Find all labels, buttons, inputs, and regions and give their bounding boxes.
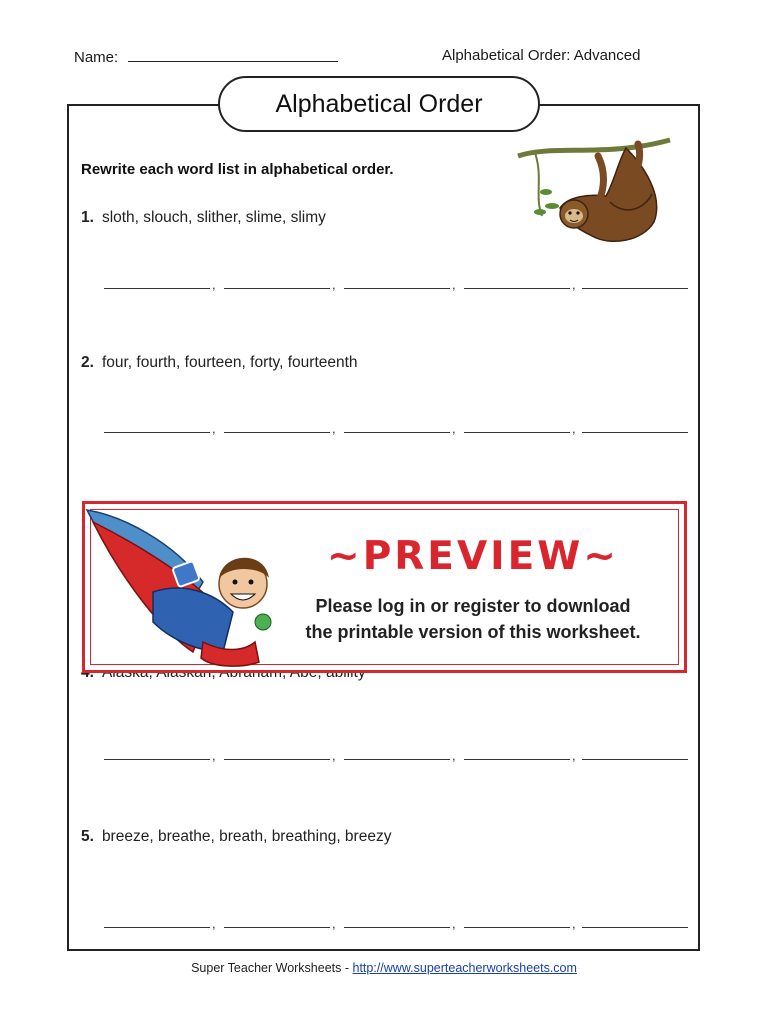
footer [0, 961, 768, 975]
question-number: 5. [81, 828, 94, 845]
question-words: four, fourth, fourteen, forty, fourteenth [101, 354, 358, 371]
answer-row-1: , , , , [104, 275, 690, 289]
answer-blank[interactable] [582, 746, 688, 760]
answer-blank[interactable] [344, 275, 450, 289]
question-words: sloth, slouch, slither, slime, slimy [101, 209, 326, 226]
worksheet-title: Alphabetical Order [218, 76, 540, 132]
answer-blank[interactable] [464, 275, 570, 289]
name-label: Name: [74, 49, 119, 66]
name-blank-line[interactable] [128, 47, 338, 62]
answer-blank[interactable] [224, 914, 330, 928]
footer-link[interactable]: http://www.superteacherworksheets.com [352, 961, 577, 975]
preview-message-line-1: Please log in or register to download [315, 596, 631, 616]
preview-message-line-2: the printable version of this worksheet. [305, 622, 641, 642]
question-5 [81, 828, 391, 846]
answer-blank[interactable] [344, 914, 450, 928]
question-1 [81, 209, 326, 227]
answer-blank[interactable] [464, 746, 570, 760]
answer-blank[interactable] [104, 914, 210, 928]
preview-banner[interactable] [82, 501, 687, 673]
answer-blank[interactable] [224, 746, 330, 760]
answer-blank[interactable] [582, 914, 688, 928]
sloth-illustration [514, 136, 672, 252]
worksheet-level: Alphabetical Order: Advanced [442, 47, 641, 64]
question-2 [81, 354, 358, 372]
answer-blank[interactable] [582, 419, 688, 433]
answer-blank[interactable] [464, 419, 570, 433]
question-number: 1. [81, 209, 94, 226]
question-words: breeze, breathe, breath, breathing, breezy [101, 828, 392, 845]
answer-blank[interactable] [224, 419, 330, 433]
instructions: Rewrite each word list in alphabetical order. [81, 161, 394, 178]
answer-blank[interactable] [224, 275, 330, 289]
answer-blank[interactable] [582, 275, 688, 289]
footer-site-name: Super Teacher Worksheets - [191, 961, 353, 975]
answer-blank[interactable] [104, 746, 210, 760]
answer-blank[interactable] [464, 914, 570, 928]
answer-row-5: , , , , [104, 914, 690, 928]
answer-row-4: , , , , [104, 746, 690, 760]
answer-blank[interactable] [104, 275, 210, 289]
preview-title: ~PREVIEW~ [327, 534, 619, 579]
answer-row-2: , , , , [104, 419, 690, 433]
name-field [74, 47, 338, 66]
answer-blank[interactable] [344, 746, 450, 760]
answer-blank[interactable] [344, 419, 450, 433]
question-number: 2. [81, 354, 94, 371]
answer-blank[interactable] [104, 419, 210, 433]
superhero-mascot-icon [83, 502, 293, 670]
